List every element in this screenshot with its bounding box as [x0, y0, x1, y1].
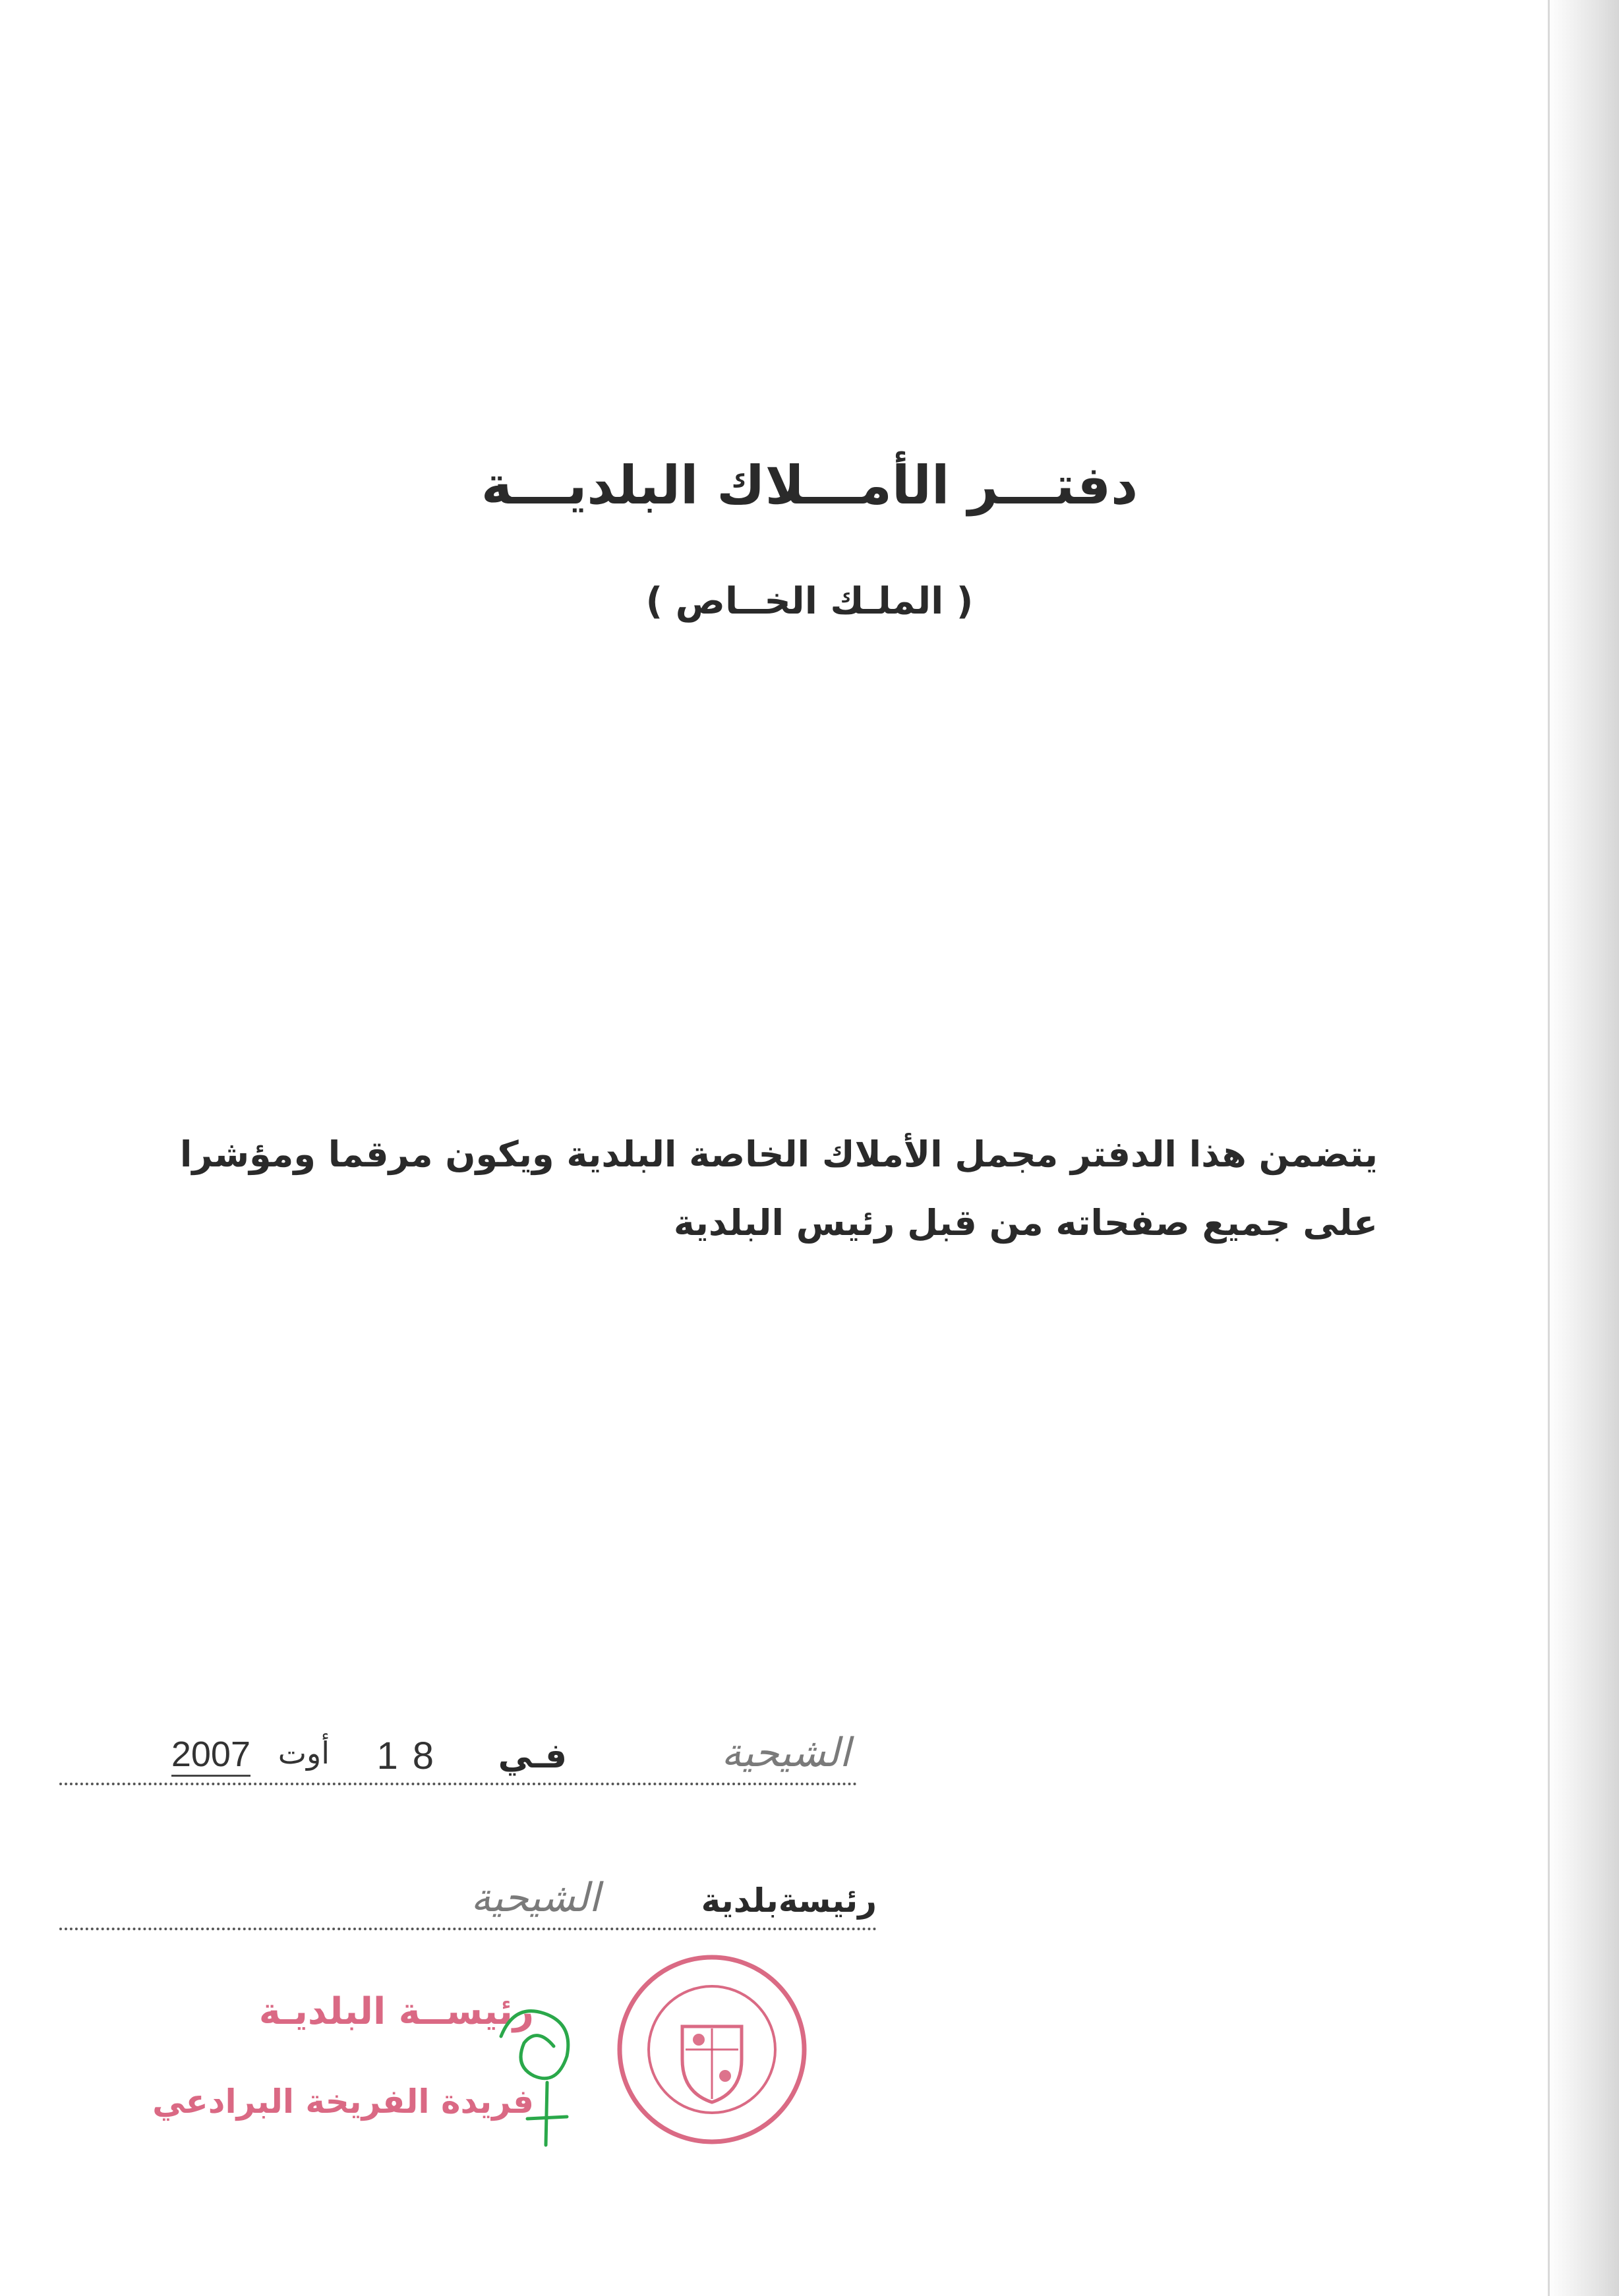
handwritten-signature — [488, 1990, 600, 2155]
body-line-1: يتضمن هذا الدفتر مجمل الأملاك الخاصة البلدية ويكون مرقما ومؤشرا — [179, 1134, 1378, 1175]
date-year: 2007 — [171, 1734, 250, 1777]
signatory-line — [59, 1875, 877, 1934]
body-line-2: على جميع صفحاته من قبل رئيس البلدية — [673, 1202, 1378, 1244]
date-month: أوت — [278, 1735, 330, 1771]
stamp-line-1: رئيســة البلديـة — [258, 1990, 534, 2033]
place-date-line — [59, 1730, 857, 1789]
document-title: دفتـــر الأمـــلاك البلديـــة — [481, 455, 1138, 516]
fi-label: فـي — [498, 1736, 567, 1776]
municipal-seal — [613, 1951, 811, 2148]
dotted-rule — [59, 1783, 857, 1785]
signatory-handwritten: الشيحية — [471, 1875, 600, 1921]
signatory-label: رئيسةبلدية — [701, 1881, 877, 1920]
dotted-rule — [59, 1928, 877, 1930]
document-body — [53, 1120, 1378, 1257]
stamp-area — [152, 1951, 817, 2214]
stamp-line-2: فريدة الفريخة البرادعي — [152, 2082, 534, 2121]
document-subtitle: ( الملـك الخــاص ) — [645, 580, 974, 623]
page-edge-line — [1548, 0, 1550, 2296]
date-day: 18 — [376, 1735, 448, 1777]
scanned-page-edge — [1546, 0, 1619, 2296]
place-handwritten: الشيحية — [721, 1730, 850, 1776]
